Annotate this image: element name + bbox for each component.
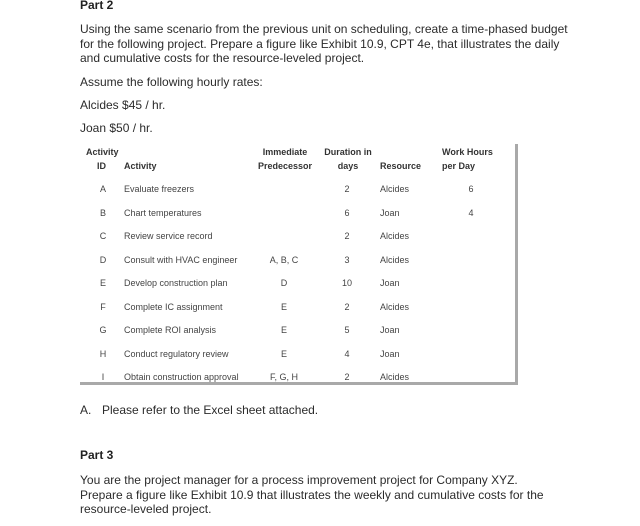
row-activity: Conduct regulatory review xyxy=(124,348,229,359)
part2-heading: Part 2 xyxy=(80,0,114,12)
intro-line: for the following project. Prepare a figure like Exhibit 10.9, CPT 4e, that illustrates the daily xyxy=(80,36,560,51)
answer-text: Please refer to the Excel sheet attached. xyxy=(102,403,319,417)
row-predecessor: E xyxy=(280,301,287,312)
row-resource: Joan xyxy=(380,325,400,335)
row-resource: Joan xyxy=(380,207,400,218)
part3-body xyxy=(80,473,544,517)
row-activity: Evaluate freezers xyxy=(124,184,195,194)
row-activity: Develop construction plan xyxy=(124,278,228,288)
header-work-hours: Work Hours per Day xyxy=(442,147,493,171)
row-resource: Alcides xyxy=(380,301,410,312)
row-hours: 6 xyxy=(468,184,474,194)
row-predecessor: F, G, H xyxy=(269,372,298,382)
row-resource: Alcides xyxy=(380,254,410,265)
header-activity: Activity xyxy=(124,161,157,171)
intro-line: Using the same scenario from the previous unit on scheduling, create a time-phased budget xyxy=(80,22,568,36)
row-duration: 2 xyxy=(344,231,350,241)
row-activity: Chart temperatures xyxy=(124,207,202,218)
part3-heading: Part 3 xyxy=(80,448,114,462)
rate-joan: Joan $50 / hr. xyxy=(80,121,153,135)
row-duration: 6 xyxy=(344,207,350,218)
row-predecessor: A, B, C xyxy=(269,254,299,265)
row-duration: 2 xyxy=(344,184,350,194)
row-id: C xyxy=(99,231,107,241)
row-activity: Consult with HVAC engineer xyxy=(124,254,238,265)
header-duration: Duration in days xyxy=(324,147,372,171)
row-resource: Alcides xyxy=(380,184,410,194)
row-duration: 4 xyxy=(344,348,350,359)
part3-line: resource-leveled project. xyxy=(80,502,212,516)
row-id: A xyxy=(99,184,106,194)
row-duration: 3 xyxy=(344,254,350,265)
part2-intro xyxy=(80,22,568,66)
row-predecessor: E xyxy=(280,348,287,359)
row-activity: Obtain construction approval xyxy=(124,372,239,382)
row-activity: Complete ROI analysis xyxy=(124,325,217,335)
row-activity: Review service record xyxy=(124,231,213,241)
intro-line: and cumulative costs for the resource-leveled project. xyxy=(80,51,365,65)
row-id: B xyxy=(99,207,106,218)
row-predecessor: D xyxy=(280,278,288,288)
row-id: D xyxy=(99,254,107,265)
header-resource: Resource xyxy=(380,161,422,171)
part3-line: Prepare a figure like Exhibit 10.9 that illustrates the weekly and cumulative costs for the xyxy=(80,487,544,502)
header-predecessor: Immediate Predecessor xyxy=(257,147,313,171)
row-predecessor: E xyxy=(280,325,287,335)
row-resource: Joan xyxy=(380,348,400,359)
row-id: E xyxy=(99,278,106,288)
row-id: G xyxy=(99,325,107,335)
row-hours: 4 xyxy=(468,207,474,218)
row-resource: Alcides xyxy=(380,372,410,382)
part3-line: You are the project manager for a process improvement project for Company XYZ. xyxy=(80,473,518,487)
row-duration: 2 xyxy=(344,301,350,312)
row-id: F xyxy=(100,301,106,312)
answer-marker: A. xyxy=(80,403,92,417)
header-activity-id: Activity ID xyxy=(86,147,119,171)
row-id: I xyxy=(101,372,105,382)
row-duration: 10 xyxy=(341,278,352,288)
row-activity: Complete IC assignment xyxy=(124,301,223,312)
rates-intro: Assume the following hourly rates: xyxy=(80,75,263,89)
row-id: H xyxy=(99,348,107,359)
row-duration: 2 xyxy=(344,372,350,382)
rate-alcides: Alcides $45 / hr. xyxy=(80,98,166,112)
row-duration: 5 xyxy=(344,325,350,335)
row-resource: Alcides xyxy=(380,231,410,241)
row-resource: Joan xyxy=(380,278,400,288)
